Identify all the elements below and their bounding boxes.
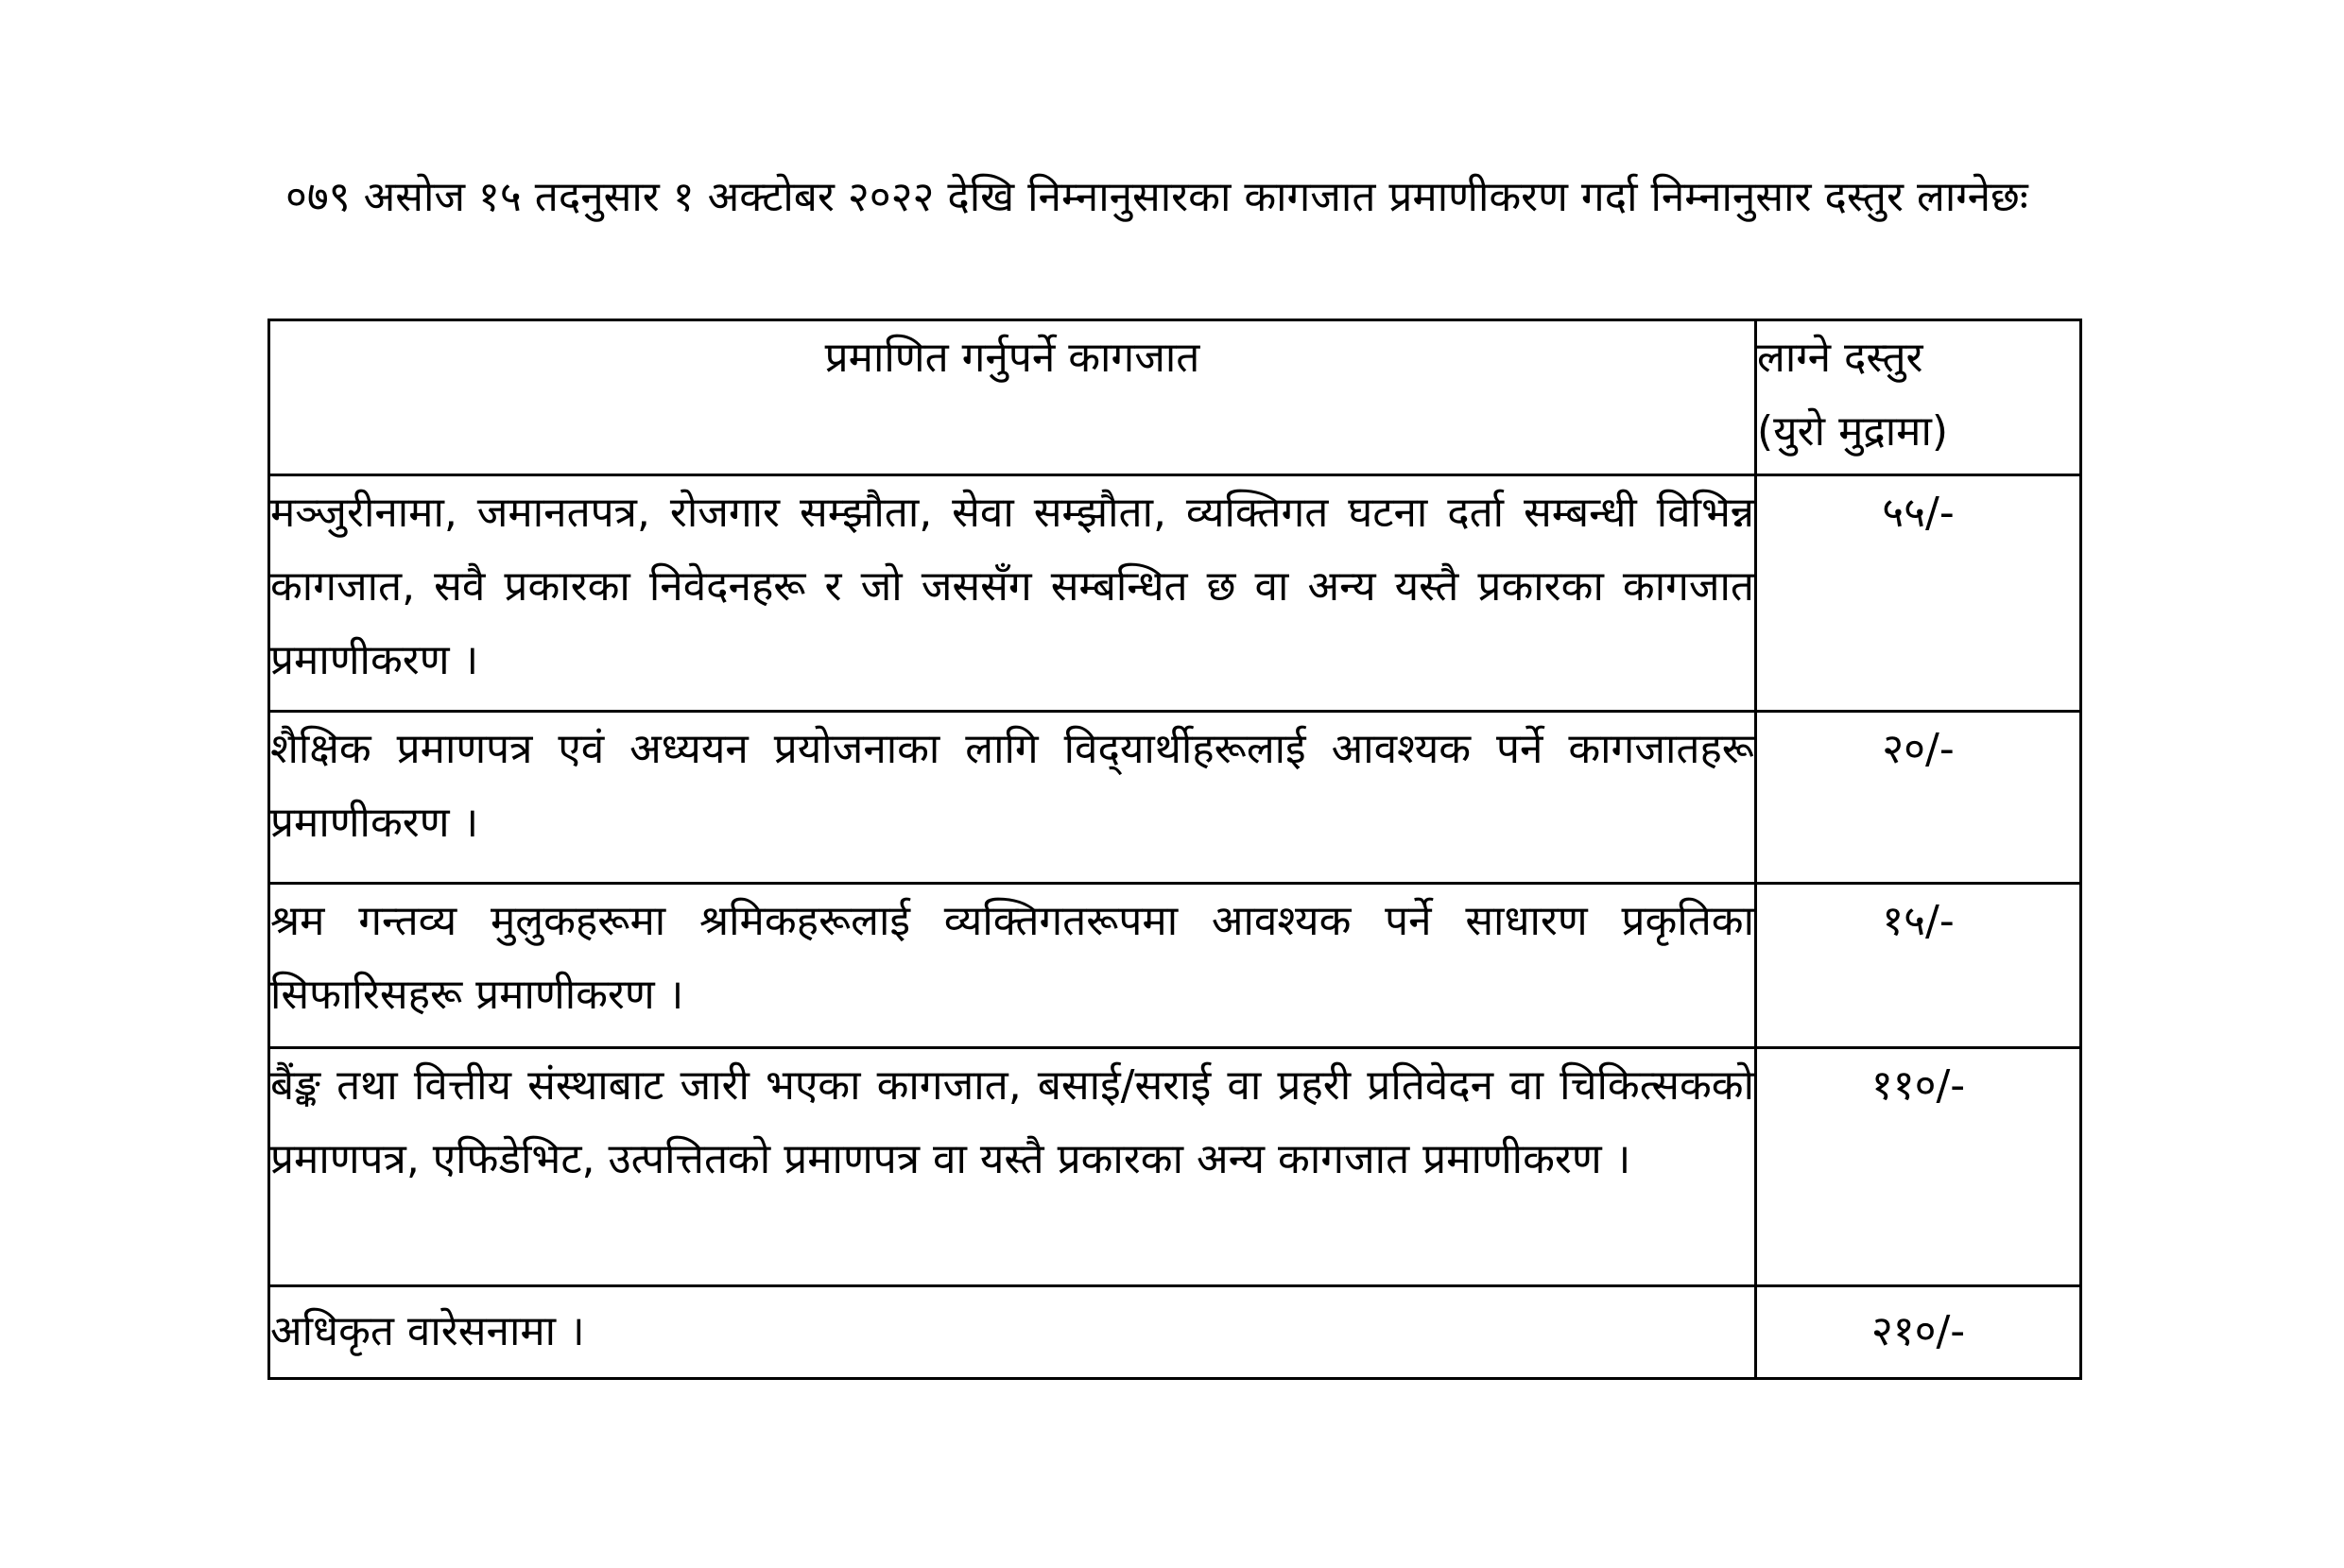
header-fee-line2: (युरो मुद्रामा) xyxy=(1757,407,1949,456)
fee-cell: १५/- xyxy=(1756,884,2081,1048)
table-row xyxy=(269,1286,2081,1379)
table-row xyxy=(269,712,2081,884)
fee-cell: २०/- xyxy=(1756,712,2081,884)
document-cell: शैक्षिक प्रमाणपत्र एवं अध्ययन प्रयोजनाका लागि विद्‍यार्थीहरूलाई आवश्यक पर्ने कागजातहरू प्रमाणीकरण । xyxy=(269,712,1756,884)
header-fee-line1: लाग्ने दस्तुर xyxy=(1757,334,1923,382)
table-row xyxy=(269,475,2081,712)
table-header-row xyxy=(269,320,2081,475)
fee-cell: ५५/- xyxy=(1756,475,2081,712)
header-document: प्रमाणित गर्नुपर्ने कागजात xyxy=(269,320,1756,475)
header-fee xyxy=(1756,320,2081,475)
fee-table xyxy=(267,319,2082,1380)
fee-cell: ११०/- xyxy=(1756,1048,2081,1286)
document-cell: मञ्जुरीनामा, जमानतपत्र, रोजगार सम्झौता, सेवा सम्झौता, व्यक्तिगत घटना दर्ता सम्बन्धी विभिन्न कागजात, सवै प्रकारका निवेदनहरू र जो जससँग सम्बन्धित छ वा अन्य यस्तै प्रकारका कागजात प्रमाणीकरण । xyxy=(269,475,1756,712)
fee-cell: २१०/- xyxy=(1756,1286,2081,1379)
table-row xyxy=(269,884,2081,1048)
document-cell: बैंङ्क तथा वित्तीय संस्थाबाट जारी भएका कागजात, बसाई/सराई वा प्रहरी प्रतिवेदन वा चिकित्सकको प्रमाणपत्र, एफिडेभिट, उत्पत्तितको प्रमाणपत्र वा यस्तै प्रकारका अन्य कागजात प्रमाणीकरण । xyxy=(269,1048,1756,1286)
document-cell: अधिकृत वारेसनामा । xyxy=(269,1286,1756,1379)
table-row xyxy=(269,1048,2081,1286)
intro-paragraph: ०७९ असोज १५ तदनुसार १ अक्टोबर २०२२ देखि निम्नानुसारका कागजात प्रमाणीकरण गर्दा निम्नानुसार दस्तुर लाग्नेछः xyxy=(285,173,2028,221)
document-cell: श्रम गन्तव्य मुलुकहरूमा श्रमिकहरूलाई व्यक्तिगतरूपमा आवश्यक पर्ने साधारण प्रकृतिका सिफारिसहरू प्रमाणीकरण । xyxy=(269,884,1756,1048)
